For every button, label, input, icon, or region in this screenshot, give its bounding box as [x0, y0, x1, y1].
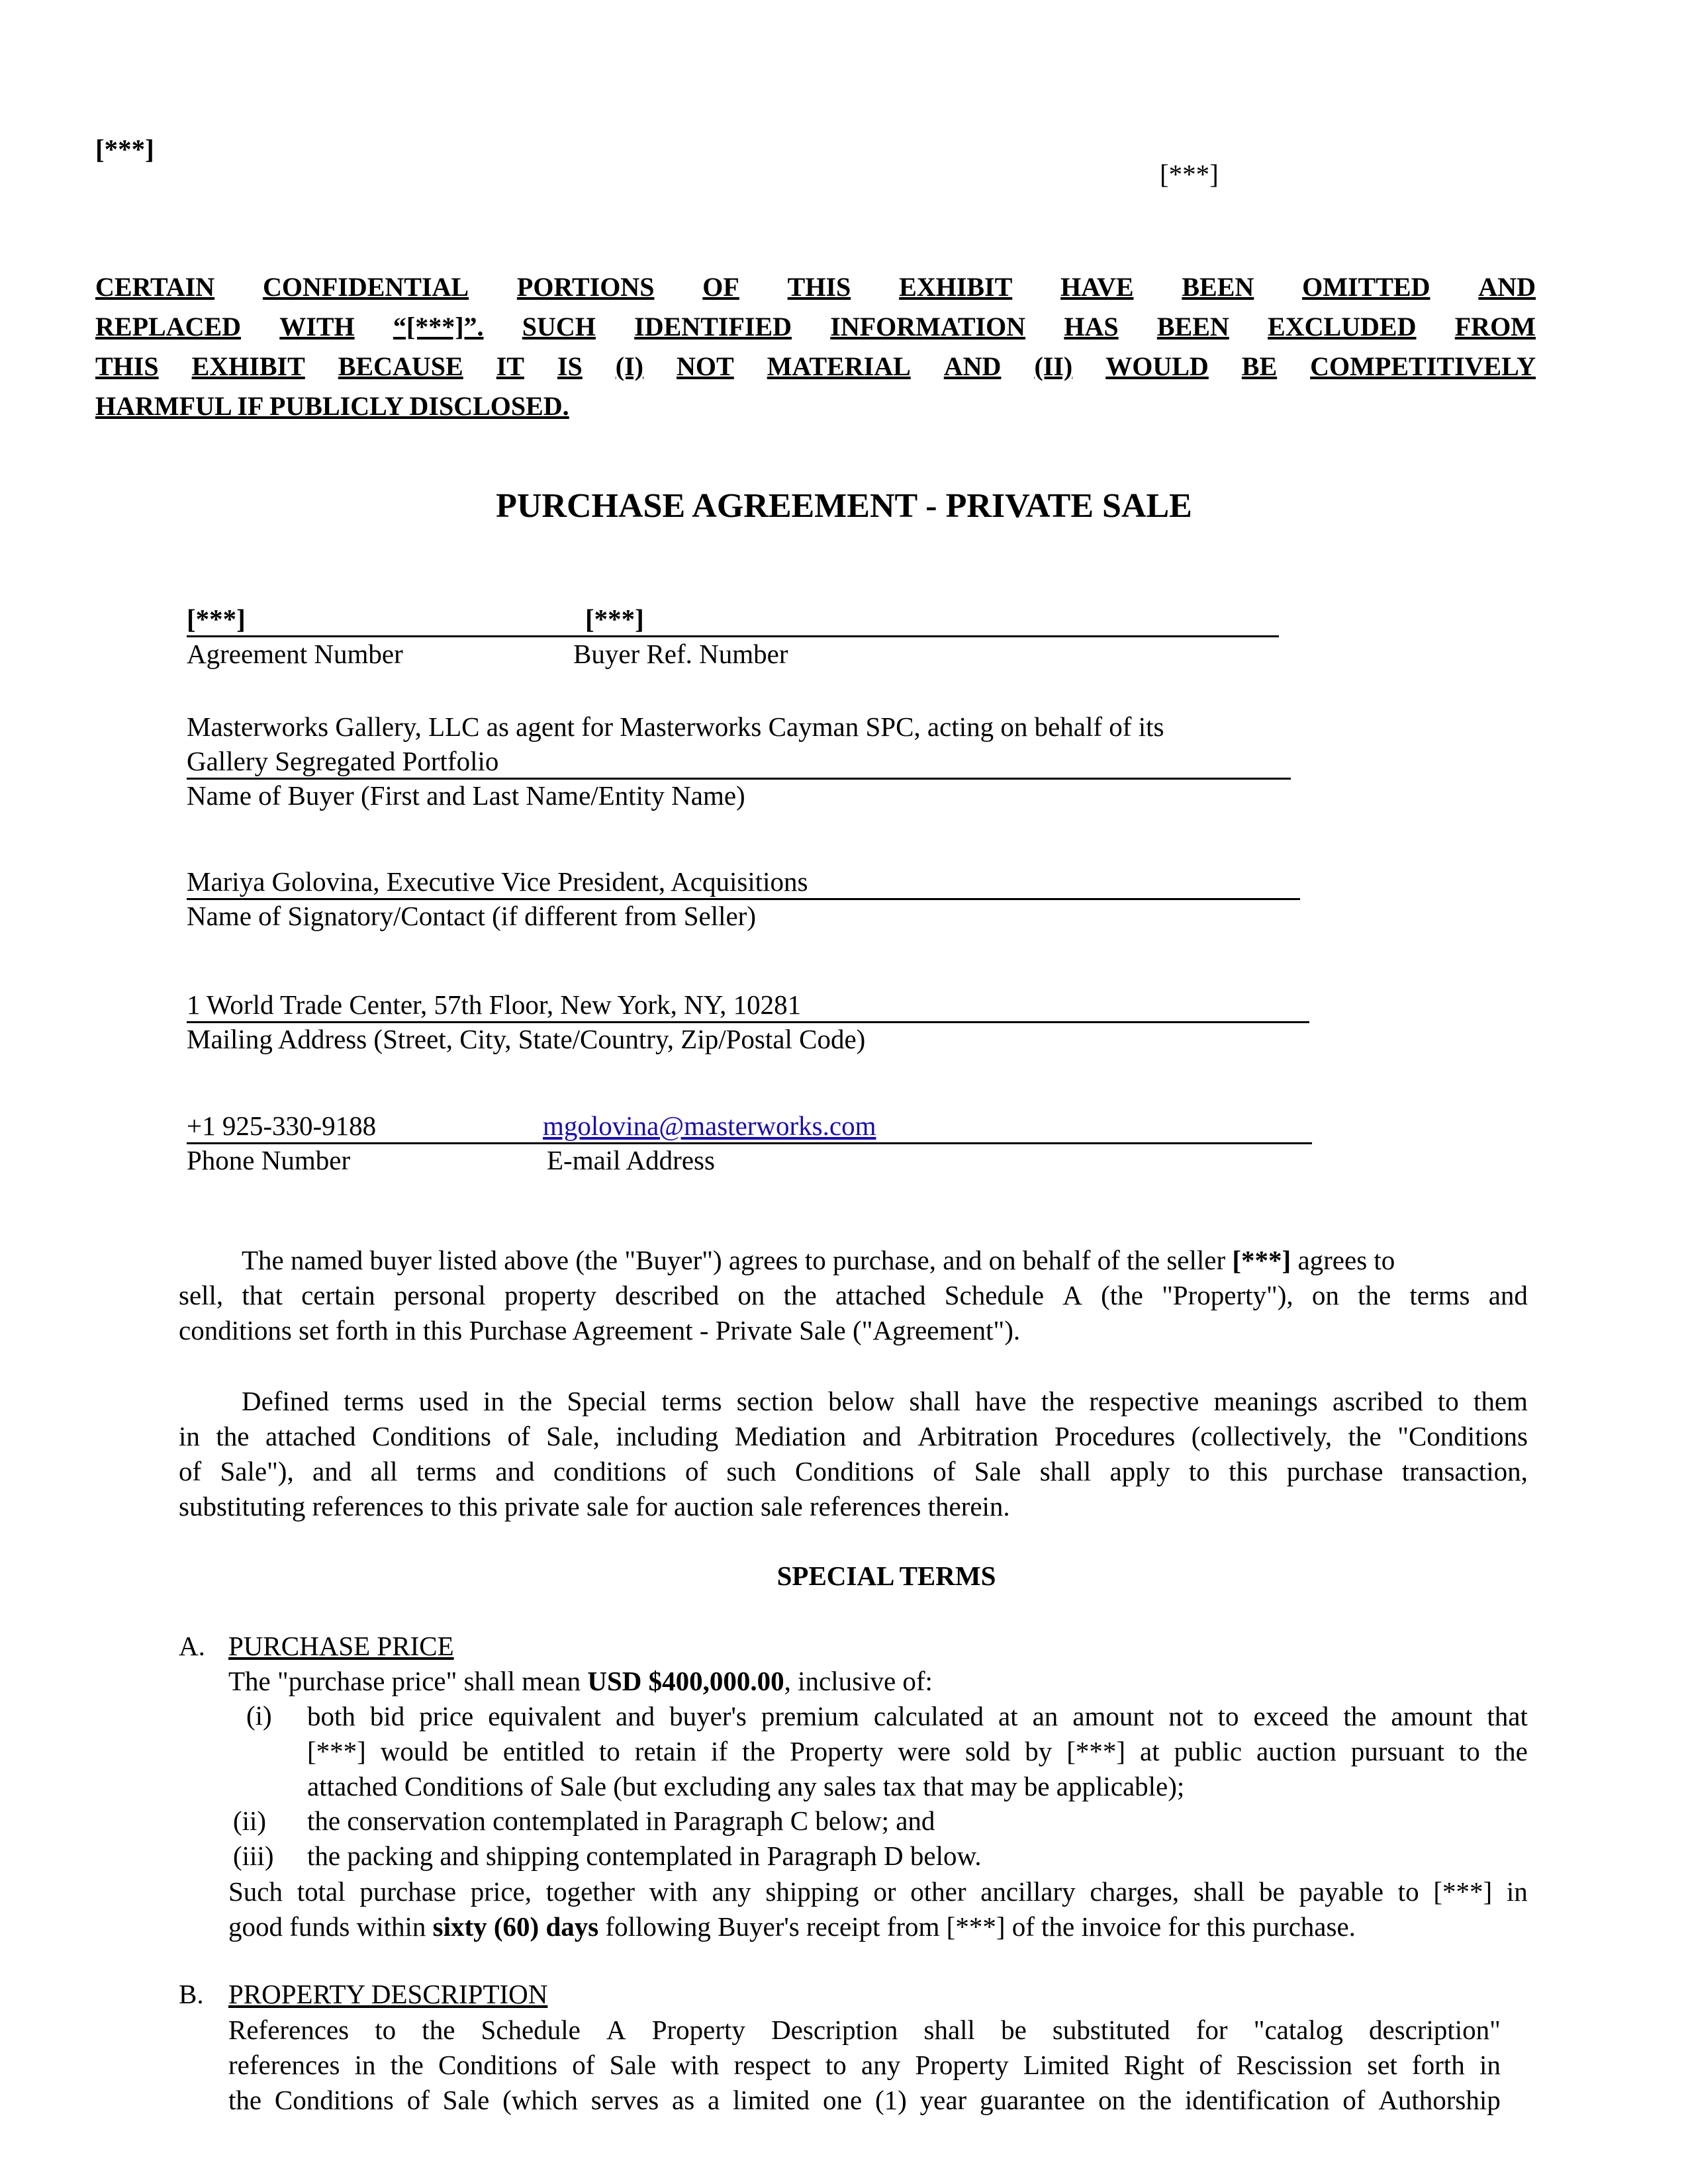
email-link[interactable]: mgolovina@masterworks.com — [543, 1111, 876, 1141]
word: A — [1062, 1280, 1082, 1310]
para1-line2 — [179, 1278, 1528, 1313]
word: Property — [790, 1736, 884, 1766]
word: equivalent — [488, 1701, 601, 1731]
word: description" — [1368, 2015, 1501, 2045]
word: terms — [1409, 1280, 1470, 1310]
signatory-value: Mariya Golovina, Executive Vice President, Acquisitions — [187, 866, 808, 897]
word: (which — [502, 2085, 578, 2115]
notice-line — [95, 347, 1536, 387]
word: in — [354, 2050, 376, 2080]
word: OF — [702, 272, 739, 302]
section-a-closing: Such total purchase price, together with any shipping or other ancillary charges, shall be payable to [***] in good funds within sixty (60) days following Buyer's receipt from [***] of the invoice for this purchase. — [228, 1874, 1528, 1944]
word: exceed — [1253, 1701, 1329, 1731]
word: on — [1098, 2085, 1126, 2115]
word: of — [1342, 2085, 1366, 2115]
word: this — [1229, 1456, 1268, 1486]
notice-last-line: HARMFUL IF PUBLICLY DISCLOSED. — [95, 391, 569, 421]
word: Property — [915, 2050, 1009, 2080]
phone-value: +1 925-330-9188 — [187, 1111, 377, 1141]
purchase-price-intro: The "purchase price" shall mean USD $400,000.00, inclusive of: — [228, 1666, 933, 1696]
word: transaction, — [1401, 1456, 1528, 1486]
header-left-tag: [***] — [95, 134, 154, 164]
section-b-heading: PROPERTY DESCRIPTION — [228, 1979, 548, 2009]
word: Limited — [1023, 2050, 1109, 2080]
word: Description — [771, 2015, 898, 2045]
word: FROM — [1454, 312, 1536, 341]
notice-line — [95, 307, 1536, 347]
word: of — [406, 2085, 430, 2115]
word: year — [919, 2085, 967, 2115]
word: substituted — [1052, 2015, 1170, 2045]
word: of — [507, 1421, 530, 1451]
word: purchase — [359, 1876, 457, 1907]
word: Schedule — [481, 2015, 581, 2045]
word: to — [1217, 1701, 1239, 1731]
page-title: PURCHASE AGREEMENT - PRIVATE SALE — [496, 487, 1192, 525]
word: entitled — [502, 1736, 585, 1766]
word: and — [495, 1456, 535, 1486]
word: amount — [1391, 1701, 1473, 1731]
word: Special — [567, 1386, 647, 1416]
word: HAVE — [1060, 272, 1134, 302]
word: to — [375, 2015, 397, 2045]
address-value: 1 World Trade Center, 57th Floor, New York, NY, 10281 — [187, 989, 802, 1020]
word: HAS — [1064, 312, 1119, 341]
word: SUCH — [522, 312, 596, 341]
word: identification — [1184, 2085, 1330, 2115]
word: (the — [1101, 1280, 1143, 1310]
word: purchase — [1286, 1456, 1383, 1486]
buyer-name-value-line2: Gallery Segregated Portfolio — [187, 746, 499, 776]
word: together — [545, 1876, 635, 1907]
word: them — [1473, 1386, 1528, 1416]
word: EXHIBIT — [191, 351, 305, 381]
word: shall — [909, 1386, 961, 1416]
word: to — [1188, 1456, 1210, 1486]
word: were — [898, 1736, 951, 1766]
word: the — [1138, 2085, 1172, 2115]
buyer-ref-value: [***] — [585, 604, 644, 634]
word: personal — [393, 1280, 486, 1310]
word: be — [1259, 1876, 1285, 1907]
word: (II) — [1034, 351, 1073, 381]
word: charges, — [1090, 1876, 1180, 1907]
word: the — [390, 2050, 424, 2080]
word: (I) — [615, 351, 644, 381]
word: COMPETITIVELY — [1310, 351, 1536, 381]
purchase-price-amount: USD $400,000.00 — [587, 1666, 784, 1696]
word: and — [312, 1456, 352, 1486]
word: pursuant — [1350, 1736, 1444, 1766]
word: bid — [369, 1701, 405, 1731]
word: all — [370, 1456, 398, 1486]
word: retain — [634, 1736, 697, 1766]
word: Mediation — [734, 1421, 847, 1451]
item-i-num: (i) — [246, 1700, 272, 1731]
word: BE — [1241, 351, 1278, 381]
word: any — [712, 1876, 751, 1907]
word: OMITTED — [1302, 272, 1430, 302]
item-ii-text: the conservation contemplated in Paragraph C below; and — [307, 1805, 935, 1836]
word: used — [418, 1386, 469, 1416]
phone-label: Phone Number — [187, 1145, 351, 1175]
word: attached — [835, 1280, 926, 1310]
word: Such — [228, 1876, 283, 1907]
email-label: E-mail Address — [547, 1145, 715, 1175]
word: forth — [1412, 2050, 1465, 2080]
word: of — [685, 1456, 708, 1486]
word: on — [1311, 1280, 1339, 1310]
word: the — [1041, 1386, 1074, 1416]
word: and — [615, 1701, 655, 1731]
word: MATERIAL — [767, 351, 911, 381]
word: ancillary — [980, 1876, 1076, 1907]
word: Conditions — [438, 2050, 558, 2080]
word: (collectively, — [1191, 1421, 1333, 1451]
word: THIS — [787, 272, 851, 302]
word: the — [519, 1386, 553, 1416]
notice-line — [95, 267, 1536, 307]
word: a — [708, 2085, 720, 2115]
word: described — [615, 1280, 720, 1310]
confidentiality-notice — [95, 267, 1536, 426]
word: BEEN — [1156, 312, 1229, 341]
word: at — [998, 1701, 1018, 1731]
word: references — [228, 2050, 340, 2080]
word: Right — [1123, 2050, 1185, 2080]
word: "Conditions — [1397, 1421, 1528, 1451]
word: the — [783, 1280, 817, 1310]
word: apply — [1109, 1456, 1170, 1486]
word: limited — [733, 2085, 810, 2115]
header-right-tag: [***] — [1160, 159, 1219, 189]
word: EXCLUDED — [1268, 312, 1417, 341]
word: Conditions — [794, 1456, 914, 1486]
notice-line — [95, 387, 1536, 426]
word: of — [572, 2050, 595, 2080]
word: INFORMATION — [830, 312, 1026, 341]
word: at — [1140, 1736, 1160, 1766]
buyer-name-label: Name of Buyer (First and Last Name/Entity Name) — [187, 780, 745, 811]
para2-line4: substituting references to this private sale for auction sale references therein. — [179, 1491, 1010, 1522]
word: BEEN — [1182, 272, 1254, 302]
buyer-ref-label: Buyer Ref. Number — [573, 639, 788, 669]
word: with — [671, 2050, 720, 2080]
word: (1) — [875, 2085, 907, 2115]
word: the — [1348, 1421, 1382, 1451]
defined-terms-paragraph — [179, 1384, 1528, 1524]
field-line-agreement — [187, 602, 1279, 637]
word: by — [1025, 1736, 1053, 1766]
word: be — [463, 1736, 489, 1766]
word: Schedule — [944, 1280, 1045, 1310]
word: in — [1506, 1876, 1528, 1907]
word: guarantee — [980, 2085, 1086, 2115]
word: calculated — [873, 1701, 984, 1731]
word: conditions — [553, 1456, 667, 1486]
word: Sale, — [546, 1421, 600, 1451]
word: serves — [590, 2085, 659, 2115]
word: payable — [1299, 1876, 1383, 1907]
para2-line3 — [179, 1454, 1528, 1489]
word: public — [1174, 1736, 1243, 1766]
word: property — [504, 1280, 596, 1310]
word: the — [422, 2015, 455, 2045]
section-b-text — [228, 2013, 1501, 2118]
special-terms-heading: SPECIAL TERMS — [776, 1561, 996, 1591]
word: NOT — [677, 351, 734, 381]
item-ii-num: (ii) — [233, 1805, 267, 1836]
word: Rescission — [1236, 2050, 1353, 2080]
word: IT — [496, 351, 524, 381]
word: to — [1437, 1386, 1459, 1416]
word: to — [1397, 1876, 1419, 1907]
word: or — [873, 1876, 896, 1907]
word: one — [822, 2085, 863, 2115]
word: section — [736, 1386, 814, 1416]
word: WOULD — [1105, 351, 1209, 381]
word: Authorship — [1378, 2085, 1501, 2115]
word: would — [380, 1736, 449, 1766]
agreement-number-value: [***] — [187, 604, 246, 634]
word: to — [1458, 1736, 1480, 1766]
word: shall — [923, 2015, 975, 2045]
item-i-text: both bid price equivalent and buyer's premium calculated at an amount not to exceed the amount that [***] would be entitled to retain if the Property were sold by [***] at public auction pursuant to the attached Conditions of Sale (but excluding any sales tax that may be applicable); — [307, 1699, 1528, 1804]
word: any — [861, 2050, 901, 2080]
word: total — [297, 1876, 346, 1907]
word: PORTIONS — [516, 272, 655, 302]
word: in — [1479, 2050, 1501, 2080]
word: Procedures — [1055, 1421, 1176, 1451]
word: BECAUSE — [338, 351, 463, 381]
word: meanings — [1213, 1386, 1318, 1416]
word: CONFIDENTIAL — [262, 272, 469, 302]
word: have — [975, 1386, 1027, 1416]
item-iii-text: the packing and shipping contemplated in Paragraph D below. — [307, 1841, 982, 1871]
word: including — [616, 1421, 719, 1451]
word: “[***]”. — [393, 312, 484, 341]
word: [***] — [1433, 1876, 1493, 1907]
word: respect — [733, 2050, 811, 2080]
word: for — [1196, 2015, 1228, 2045]
word: Arbitration — [917, 1421, 1039, 1451]
word: sold — [964, 1736, 1011, 1766]
word: Sale"), — [220, 1456, 294, 1486]
word: shipping — [765, 1876, 859, 1907]
para1-line1: The named buyer listed above (the "Buyer") agrees to purchase, and on behalf of the seller [***] agrees to — [242, 1245, 1395, 1275]
word: such — [726, 1456, 776, 1486]
word: the — [1494, 1736, 1528, 1766]
word: below — [828, 1386, 895, 1416]
word: shall — [1039, 1456, 1092, 1486]
word: "catalog — [1253, 2015, 1343, 2045]
word: IDENTIFIED — [634, 312, 792, 341]
word: WITH — [279, 312, 355, 341]
word: of — [179, 1456, 202, 1486]
para1-line3: conditions set forth in this Purchase Agreement - Private Sale ("Agreement"). — [179, 1315, 1021, 1345]
word: EXHIBIT — [899, 272, 1013, 302]
word: Property — [651, 2015, 745, 2045]
word: the — [228, 2085, 262, 2115]
buyer-agreement-paragraph — [179, 1243, 1528, 1348]
word: terms — [344, 1386, 404, 1416]
word: an — [1032, 1701, 1058, 1731]
word: buyer's — [669, 1701, 747, 1731]
word: Sale — [974, 1456, 1021, 1486]
para2-line2 — [179, 1419, 1528, 1454]
word: and — [862, 1421, 902, 1451]
word: other — [910, 1876, 966, 1907]
word: to — [825, 2050, 847, 2080]
word: and — [1488, 1280, 1528, 1310]
word: set — [1367, 2050, 1397, 2080]
word: THIS — [95, 351, 159, 381]
word: References — [228, 2015, 350, 2045]
word: to — [598, 1736, 620, 1766]
signatory-label: Name of Signatory/Contact (if different from Seller) — [187, 901, 756, 931]
word: [***] — [307, 1736, 366, 1766]
word: shall — [1193, 1876, 1245, 1907]
word: AND — [943, 351, 1002, 381]
word: Defined — [242, 1386, 330, 1416]
word: IS — [557, 351, 583, 381]
agreement-number-label: Agreement Number — [187, 639, 403, 669]
word: of — [933, 1456, 956, 1486]
word: respective — [1089, 1386, 1199, 1416]
word: on — [737, 1280, 765, 1310]
word: CERTAIN — [95, 272, 215, 302]
word: be — [1001, 2015, 1027, 2045]
word: attached — [265, 1421, 356, 1451]
word: ascribed — [1332, 1386, 1423, 1416]
section-a-letter: A. — [179, 1631, 205, 1661]
word: amount — [1072, 1701, 1154, 1731]
word: both — [307, 1701, 355, 1731]
word: auction — [1256, 1736, 1336, 1766]
word: price, — [470, 1876, 532, 1907]
word: certain — [301, 1280, 375, 1310]
word: terms — [416, 1456, 477, 1486]
word: if — [711, 1736, 728, 1766]
word: premium — [761, 1701, 859, 1731]
buyer-name-value-line1: Masterworks Gallery, LLC as agent for Masterworks Cayman SPC, acting on behalf of its — [187, 711, 1164, 742]
word: "Property"), — [1162, 1280, 1293, 1310]
word: that — [1487, 1701, 1528, 1731]
word: as — [672, 2085, 695, 2115]
word: in — [179, 1421, 200, 1451]
word: of — [1199, 2050, 1222, 2080]
word: with — [649, 1876, 698, 1907]
word: in — [483, 1386, 504, 1416]
word: A — [606, 2015, 626, 2045]
word: not — [1168, 1701, 1203, 1731]
word: sell, — [179, 1280, 224, 1310]
word: AND — [1478, 272, 1536, 302]
word: the — [1358, 1280, 1391, 1310]
word: Conditions — [274, 2085, 394, 2115]
word: the — [742, 1736, 776, 1766]
word: Sale — [609, 2050, 657, 2080]
word: Conditions — [371, 1421, 491, 1451]
word: the — [1343, 1701, 1377, 1731]
word: Sale — [442, 2085, 490, 2115]
word: [***] — [1066, 1736, 1126, 1766]
word: price — [419, 1701, 474, 1731]
address-label: Mailing Address (Street, City, State/Country, Zip/Postal Code) — [187, 1024, 866, 1054]
word: that — [242, 1280, 283, 1310]
para2-line1 — [179, 1384, 1528, 1419]
section-b-letter: B. — [179, 1979, 204, 2009]
item-iii-num: (iii) — [233, 1841, 274, 1871]
word: terms — [661, 1386, 722, 1416]
section-a-heading: PURCHASE PRICE — [228, 1631, 454, 1661]
word: the — [216, 1421, 250, 1451]
word: REPLACED — [95, 312, 242, 341]
